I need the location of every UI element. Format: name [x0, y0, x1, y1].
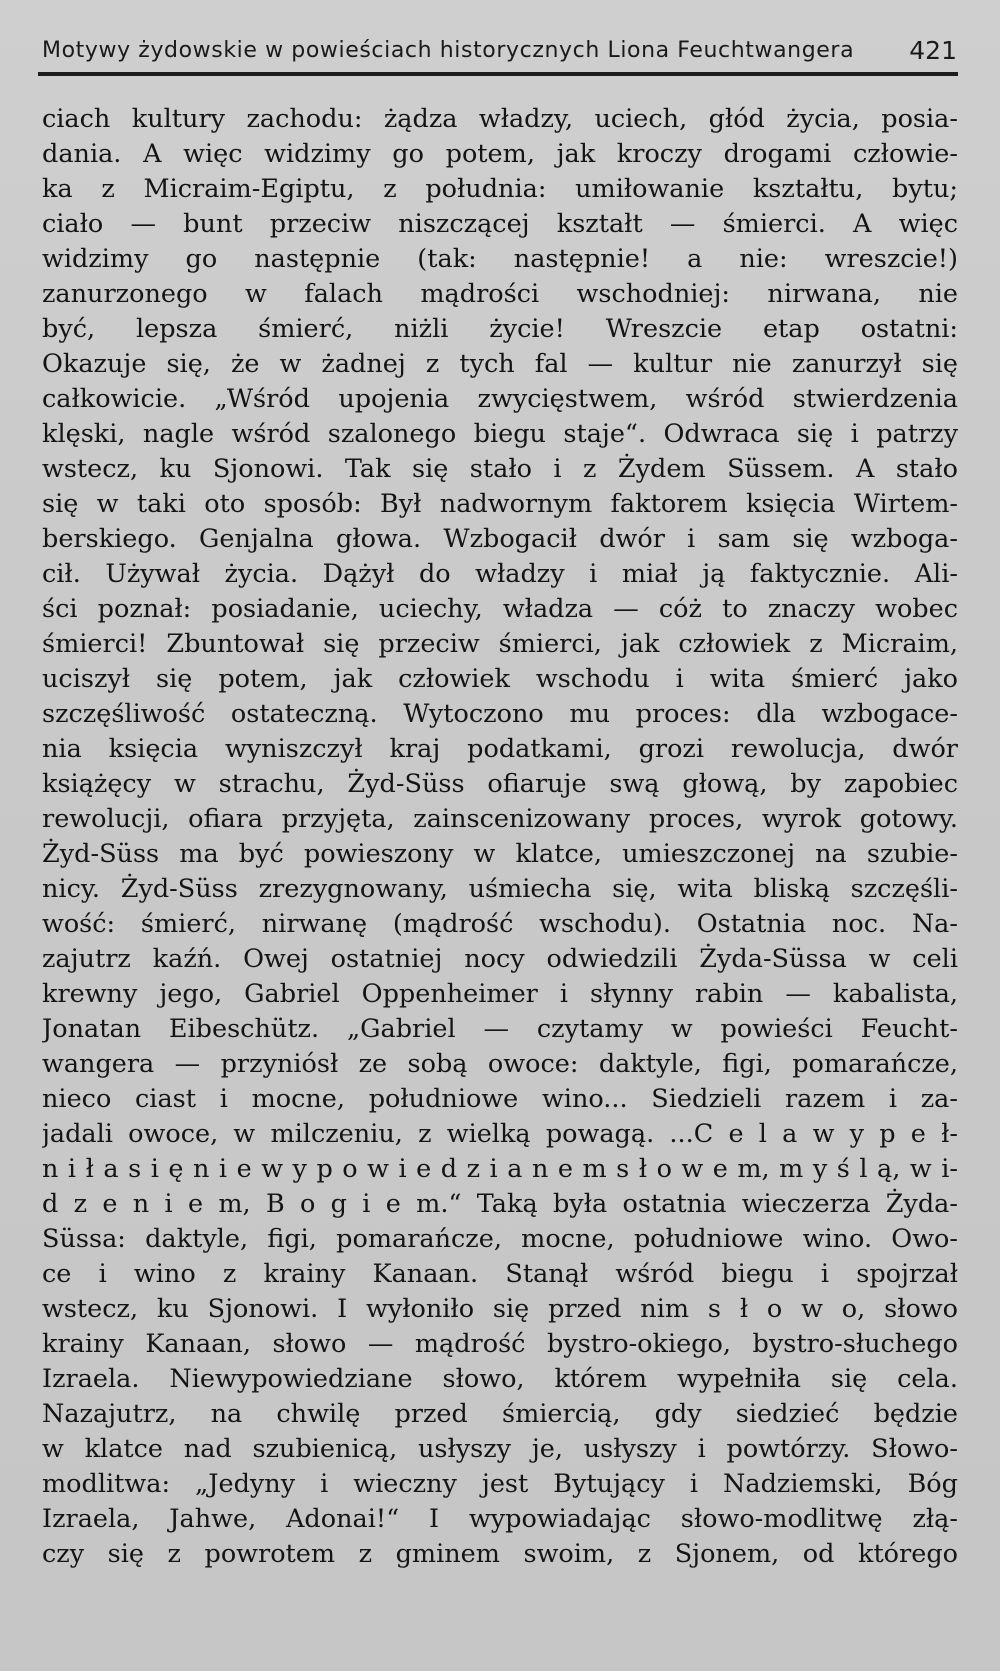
text-line: modlitwa: „Jedyny i wieczny jest Bytujący i Nadziemski, Bóg [42, 1469, 958, 1499]
text-line: szczęśliwość ostateczną. Wytoczono mu proces: dla wzbogace- [42, 699, 958, 729]
text-line: zajutrz kaźń. Owej ostatniej nocy odwiedzili Żyda-Süssa w celi [42, 944, 958, 974]
text-line: zanurzonego w falach mądrości wschodniej: nirwana, nie [42, 279, 958, 309]
text-line: rewolucji, ofiara przyjęta, zainscenizowany proces, wyrok gotowy. [42, 804, 958, 834]
running-head-title: Motywy żydowskie w powieściach historycznych Liona Feuchtwangera [42, 38, 855, 63]
text-line: cił. Używał życia. Dążył do władzy i miał ją faktycznie. Ali- [42, 559, 958, 589]
body-text [42, 102, 958, 1572]
text-line: nia księcia wyniszczył kraj podatkami, grozi rewolucja, dwór [42, 734, 958, 764]
text-line: wangera — przyniósł ze sobą owoce: daktyle, figi, pomarańcze, [42, 1049, 958, 1079]
text-line: ciało — bunt przeciw niszczącej kształt — śmierci. A więc [42, 209, 958, 239]
text-line: Nazajutrz, na chwilę przed śmiercią, gdy siedzieć będzie [42, 1399, 958, 1429]
text-line: Süssa: daktyle, figi, pomarańcze, mocne, południowe wino. Owo- [42, 1224, 958, 1254]
text-line: ka z Micraim-Egiptu, z południa: umiłowanie kształtu, bytu; [42, 174, 958, 204]
text-line: być, lepsza śmierć, niżli życie! Wreszcie etap ostatni: [42, 314, 958, 344]
text-line: krewny jego, Gabriel Oppenheimer i słynny rabin — kabalista, [42, 979, 958, 1009]
text-line: ce i wino z krainy Kanaan. Stanął wśród biegu i spojrzał [42, 1259, 958, 1289]
text-line: Izraela, Jahwe, Adonai!“ I wypowiadając słowo-modlitwę złą- [42, 1504, 958, 1534]
text-line: d z e n i e m, B o g i e m.“ Taką była ostatnia wieczerza Żyda- [42, 1189, 958, 1219]
page-number: 421 [909, 36, 957, 65]
text-line: Okazuje się, że w żadnej z tych fal — kultur nie zanurzył się [42, 349, 958, 379]
text-line: n i ł a s i ę n i e w y p o w i e d z i a n e m s ł o w e m, m y ś l ą, w i- [42, 1154, 958, 1184]
text-line: Żyd-Süss ma być powieszony w klatce, umieszczonej na szubie- [42, 839, 958, 869]
text-line: krainy Kanaan, słowo — mądrość bystro-okiego, bystro-słuchego [42, 1329, 958, 1359]
text-line: berskiego. Genjalna głowa. Wzbogacił dwór i sam się wzboga- [42, 524, 958, 554]
text-line: nicy. Żyd-Süss zrezygnowany, uśmiecha się, wita bliską szczęśli- [42, 874, 958, 904]
text-line: Jonatan Eibeschütz. „Gabriel — czytamy w powieści Feucht- [42, 1014, 958, 1044]
text-line: książęcy w strachu, Żyd-Süss ofiaruje swą głową, by zapobiec [42, 769, 958, 799]
text-line: Izraela. Niewypowiedziane słowo, którem wypełniła się cela. [42, 1364, 958, 1394]
text-line: widzimy go następnie (tak: następnie! a nie: wreszcie!) [42, 244, 958, 274]
running-head [42, 34, 957, 74]
text-line: całkowicie. „Wśród upojenia zwycięstwem, wśród stwierdzenia [42, 384, 958, 414]
text-line: czy się z powrotem z gminem swoim, z Sjonem, od którego [42, 1539, 958, 1569]
text-line: śmierci! Zbuntował się przeciw śmierci, jak człowiek z Micraim, [42, 629, 958, 659]
text-line: dania. A więc widzimy go potem, jak kroczy drogami człowie- [42, 139, 958, 169]
text-line: ciach kultury zachodu: żądza władzy, uciech, głód życia, posia- [42, 104, 958, 134]
text-line: wstecz, ku Sjonowi. Tak się stało i z Żydem Süssem. A stało [42, 454, 958, 484]
text-line: ści poznał: posiadanie, uciechy, władza — cóż to znaczy wobec [42, 594, 958, 624]
text-line: wość: śmierć, nirwanę (mądrość wschodu). Ostatnia noc. Na- [42, 909, 958, 939]
header-rule [38, 72, 958, 76]
text-line: wstecz, ku Sjonowi. I wyłoniło się przed nim s ł o w o, słowo [42, 1294, 958, 1324]
text-line: w klatce nad szubienicą, usłyszy je, usłyszy i powtórzy. Słowo- [42, 1434, 958, 1464]
text-line: klęski, nagle wśród szalonego biegu staje“. Odwraca się i patrzy [42, 419, 958, 449]
text-line: jadali owoce, w milczeniu, z wielką powagą. ...C e l a w y p e ł- [42, 1119, 958, 1149]
text-line: uciszył się potem, jak człowiek wschodu i wita śmierć jako [42, 664, 958, 694]
text-line: nieco ciast i mocne, południowe wino... Siedzieli razem i za- [42, 1084, 958, 1114]
text-line: się w taki oto sposób: Był nadwornym faktorem księcia Wirtem- [42, 489, 958, 519]
